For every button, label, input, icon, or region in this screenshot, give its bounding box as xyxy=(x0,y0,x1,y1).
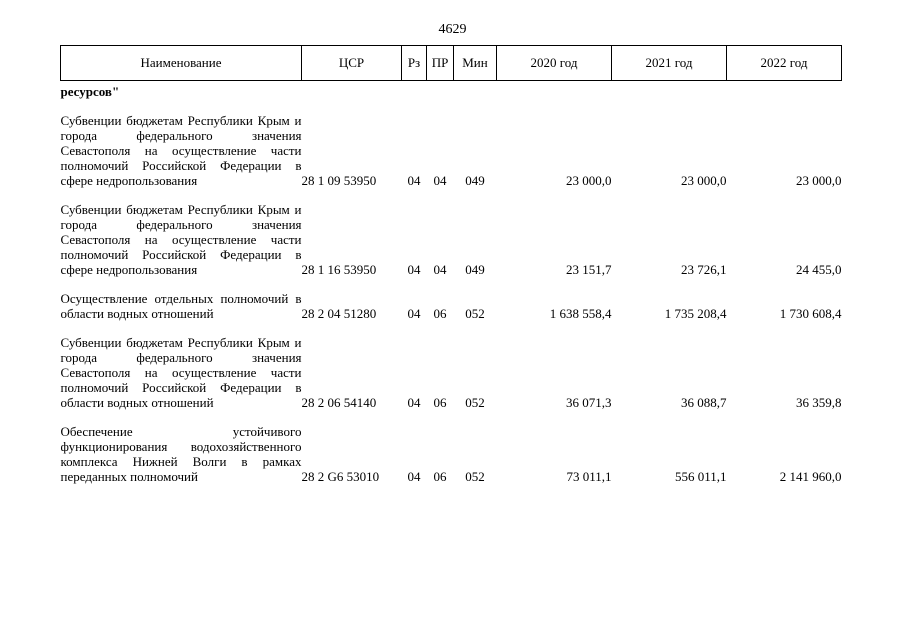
header-2022: 2022 год xyxy=(727,46,842,81)
row-2022: 2 141 960,0 xyxy=(779,469,842,484)
table-row xyxy=(61,202,842,277)
table-row xyxy=(61,424,842,484)
continuation-text: ресурсов" xyxy=(60,84,120,99)
budget-table xyxy=(60,45,842,484)
header-pr: ПР xyxy=(427,46,454,81)
table-header-row xyxy=(61,46,842,81)
header-csr: ЦСР xyxy=(302,46,402,81)
row-csr: 28 2 06 54140 xyxy=(301,395,377,410)
row-pr: 06 xyxy=(433,395,447,410)
row-min: 049 xyxy=(465,262,485,277)
row-pr: 04 xyxy=(433,173,447,188)
row-2021: 23 000,0 xyxy=(681,173,727,188)
row-rz: 04 xyxy=(407,395,421,410)
row-csr: 28 2 G6 53010 xyxy=(301,469,380,484)
row-name: Субвенции бюджетам Республики Крым и города федерального значения Севастополя на осуществление части полномочий Российской Федерации в сфере недропользования xyxy=(60,202,302,277)
row-pr: 06 xyxy=(433,469,447,484)
header-rz: Рз xyxy=(402,46,427,81)
row-2020: 36 071,3 xyxy=(566,395,612,410)
table-row xyxy=(61,291,842,321)
row-rz: 04 xyxy=(407,173,421,188)
row-name: Субвенции бюджетам Республики Крым и города федерального значения Севастополя на осуществление части полномочий Российской Федерации в области водных отношений xyxy=(60,335,302,410)
row-min: 052 xyxy=(465,469,485,484)
row-csr: 28 1 09 53950 xyxy=(301,173,377,188)
row-2021: 23 726,1 xyxy=(681,262,727,277)
row-name: Обеспечение устойчивого функционирования водохозяйственного комплекса Нижней Волги в рамках переданных полномочий xyxy=(60,424,302,484)
row-2021: 1 735 208,4 xyxy=(664,306,727,321)
table-row xyxy=(61,113,842,188)
row-name: Субвенции бюджетам Республики Крым и города федерального значения Севастополя на осуществление части полномочий Российской Федерации в сфере недропользования xyxy=(60,113,302,188)
row-rz: 04 xyxy=(407,306,421,321)
row-min: 052 xyxy=(465,306,485,321)
row-rz: 04 xyxy=(407,262,421,277)
header-min: Мин xyxy=(454,46,497,81)
row-name: Осуществление отдельных полномочий в области водных отношений xyxy=(60,291,302,321)
row-2022: 24 455,0 xyxy=(796,262,842,277)
header-2020: 2020 год xyxy=(497,46,612,81)
row-2021: 36 088,7 xyxy=(681,395,727,410)
page-number: 4629 xyxy=(438,22,467,37)
header-name: Наименование xyxy=(61,46,302,81)
row-2020: 73 011,1 xyxy=(566,469,612,484)
row-min: 052 xyxy=(465,395,485,410)
row-2020: 23 000,0 xyxy=(566,173,612,188)
row-2020: 23 151,7 xyxy=(566,262,612,277)
row-pr: 06 xyxy=(433,306,447,321)
header-2021: 2021 год xyxy=(612,46,727,81)
row-csr: 28 1 16 53950 xyxy=(301,262,377,277)
row-rz: 04 xyxy=(407,469,421,484)
row-pr: 04 xyxy=(433,262,447,277)
row-2022: 36 359,8 xyxy=(796,395,842,410)
row-2022: 1 730 608,4 xyxy=(779,306,842,321)
row-csr: 28 2 04 51280 xyxy=(301,306,377,321)
table-row xyxy=(61,335,842,410)
row-2022: 23 000,0 xyxy=(796,173,842,188)
continuation-row xyxy=(61,81,842,100)
row-2020: 1 638 558,4 xyxy=(549,306,612,321)
row-2021: 556 011,1 xyxy=(674,469,727,484)
row-min: 049 xyxy=(465,173,485,188)
